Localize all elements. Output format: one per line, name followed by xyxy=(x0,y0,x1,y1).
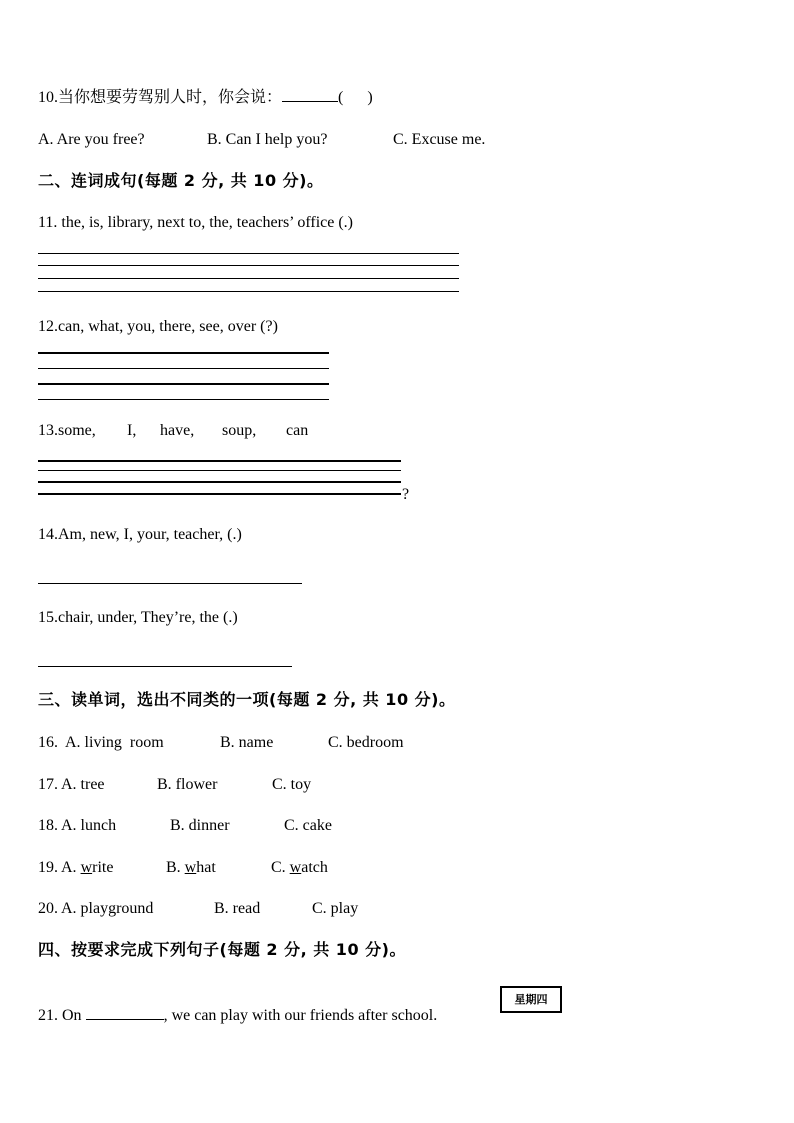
answer-line xyxy=(38,253,459,254)
question-20-number: 20. xyxy=(38,900,58,917)
option-b: B. name xyxy=(220,734,274,751)
answer-line xyxy=(38,352,329,354)
answer-line xyxy=(38,460,401,462)
question-17-number: 17. xyxy=(38,776,58,793)
answer-line xyxy=(38,368,329,369)
question-10 xyxy=(38,88,373,108)
option-a: A. write xyxy=(61,859,114,876)
question-21: 21. On , we can play with our friends after school. xyxy=(38,1007,438,1024)
underlined-letter: w xyxy=(289,859,302,876)
answer-line-14[interactable] xyxy=(38,583,302,584)
answer-blank[interactable] xyxy=(282,101,338,102)
option-c: C. watch xyxy=(271,859,328,876)
option-b: B. what xyxy=(166,859,216,876)
section-4-title: 四、按要求完成下列句子(每题 2 分, 共 10 分)。 xyxy=(38,940,406,959)
answer-line xyxy=(38,278,459,279)
question-18-number: 18. xyxy=(38,817,58,834)
option-a: A. living room xyxy=(65,734,164,751)
option-a: A. tree xyxy=(61,776,105,793)
option-c: C. toy xyxy=(272,776,312,793)
option-b: B. flower xyxy=(157,776,218,793)
answer-line-15[interactable] xyxy=(38,666,292,667)
question-16-number: 16. xyxy=(38,734,58,751)
option-c: C. cake xyxy=(284,817,332,834)
answer-line xyxy=(38,493,401,495)
option-c: C. play xyxy=(312,900,359,917)
word: have, xyxy=(160,422,195,439)
option-b: B. read xyxy=(214,900,261,917)
option-a: A. lunch xyxy=(61,817,117,834)
answer-line xyxy=(38,383,329,385)
answer-line xyxy=(38,470,401,471)
option-c: C. Excuse me. xyxy=(393,131,486,148)
answer-parentheses: ( ) xyxy=(338,89,373,106)
option-c: C. bedroom xyxy=(328,734,404,751)
option-a: A. Are you free? xyxy=(38,131,145,148)
option-b: B. dinner xyxy=(170,817,230,834)
section-2-title: 二、连词成句(每题 2 分, 共 10 分)。 xyxy=(38,171,324,190)
underlined-letter: w xyxy=(80,859,93,876)
question-15: 15.chair, under, They’re, the (.) xyxy=(38,609,238,626)
word: soup, xyxy=(222,422,257,439)
word: 13.some, xyxy=(38,422,96,439)
question-11: 11. the, is, library, next to, the, teachers’ office (.) xyxy=(38,214,353,231)
answer-line xyxy=(38,399,329,400)
word: can xyxy=(286,422,309,439)
answer-blank[interactable] xyxy=(86,1019,164,1020)
answer-line xyxy=(38,481,401,483)
underlined-letter: w xyxy=(184,859,197,876)
answer-line xyxy=(38,291,459,292)
question-12: 12.can, what, you, there, see, over (?) xyxy=(38,318,278,335)
section-3-title: 三、读单词，选出不同类的一项(每题 2 分, 共 10 分)。 xyxy=(38,690,456,709)
question-mark: ? xyxy=(402,486,410,503)
option-b: B. Can I help you? xyxy=(207,131,328,148)
question-14: 14.Am, new, I, your, teacher, (.) xyxy=(38,526,242,543)
question-19-number: 19. xyxy=(38,859,58,876)
word: I, xyxy=(127,422,137,439)
answer-line xyxy=(38,265,459,266)
option-a: A. playground xyxy=(61,900,154,917)
weekday-label-box: 星期四 xyxy=(500,986,562,1013)
question-10-stem: 10.当你想要劳驾别人时，你会说： xyxy=(38,89,283,106)
